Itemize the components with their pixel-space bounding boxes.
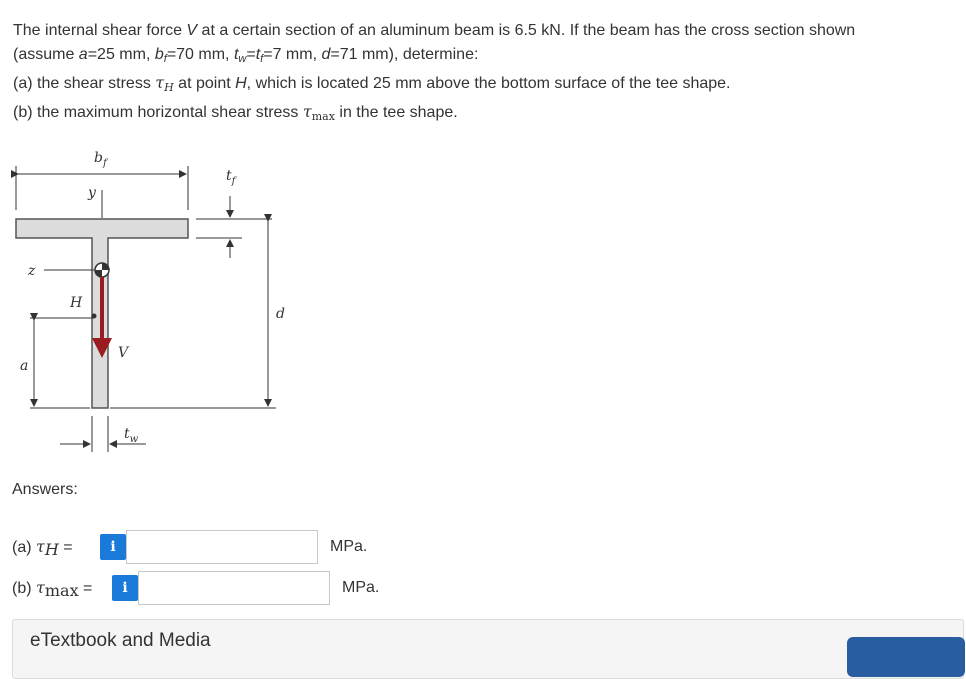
etextbook-panel[interactable] bbox=[12, 619, 964, 679]
problem-line-2: (assume a=25 mm, bf=70 mm, tw=tf=7 mm, d=71 mm), determine: bbox=[13, 46, 479, 65]
answer-a-info-icon[interactable]: i bbox=[100, 534, 126, 560]
problem-line-4: (b) the maximum horizontal shear stress $\tau_{max}$ in the tee shape. bbox=[13, 102, 458, 123]
answer-b-info-icon[interactable]: i bbox=[112, 575, 138, 601]
answers-heading: Answers: bbox=[12, 481, 78, 498]
a-label: a bbox=[20, 358, 29, 374]
point-h-dot bbox=[92, 314, 97, 319]
answer-a-label: (a) τH = bbox=[12, 537, 73, 559]
answer-b-label: (b) τmax = bbox=[12, 578, 93, 600]
etextbook-label: eTextbook and Media bbox=[30, 630, 211, 651]
problem-line-1: The internal shear force V at a certain section of an aluminum beam is 6.5 kN. If the beam has the cross section shown bbox=[13, 22, 856, 39]
y-label: y bbox=[88, 185, 96, 201]
answer-b-unit: MPa. bbox=[342, 579, 380, 596]
problem-line-3: (a) the shear stress τH at point H, which is located 25 mm above the bottom surface of the tee shape. bbox=[13, 73, 731, 94]
answer-a-unit: MPa. bbox=[330, 538, 368, 555]
z-label: z bbox=[28, 263, 36, 279]
h-label: H bbox=[70, 295, 83, 311]
tw-label: $t_w$ bbox=[124, 426, 139, 445]
centroid-symbol-icon bbox=[95, 263, 109, 277]
answer-b-input[interactable] bbox=[138, 571, 330, 605]
d-label: d bbox=[276, 306, 285, 322]
tee-section-figure bbox=[10, 140, 300, 460]
v-label: V bbox=[118, 345, 129, 361]
problem-statement bbox=[13, 19, 958, 129]
tf-label: $t_f$ bbox=[226, 168, 236, 187]
answer-a-input[interactable] bbox=[126, 530, 318, 564]
bottom-action-button[interactable] bbox=[847, 637, 965, 677]
tee-section-diagram bbox=[10, 140, 300, 460]
bf-label: $b_f$ bbox=[94, 150, 107, 169]
